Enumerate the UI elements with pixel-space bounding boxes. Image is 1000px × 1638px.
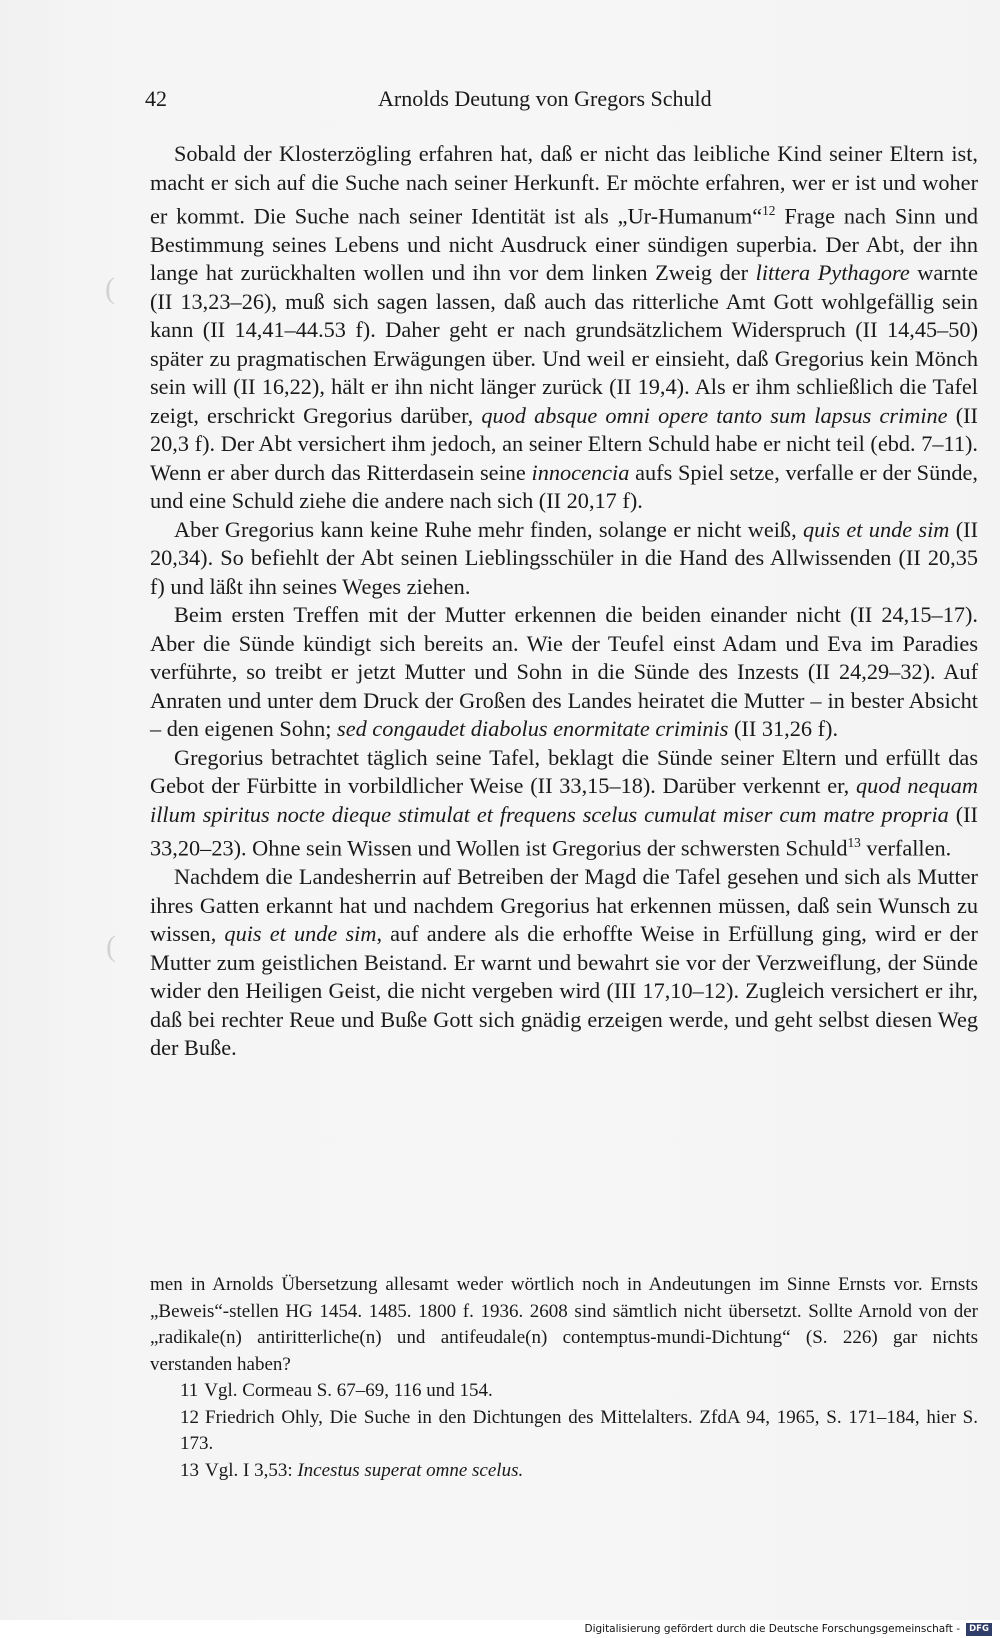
text-run: (II 20,34). So befiehlt der Abt seinen Lieblingsschüler in die Hand des Allwissenden (II 20,35 f) und läßt ihn seines Weges ziehen. [150, 516, 978, 599]
footnote [150, 1405, 978, 1458]
text-run: verfallen. [860, 835, 952, 861]
text-run: (II 33,20–23). Ohne sein Wissen und Wollen ist Gregorius der schwersten Schuld [150, 801, 978, 861]
text-run: Friedrich Ohly, Die Suche in den Dichtungen des Mittelalters. ZfdA 94, 1965, S. 171–184, hier S. 173. [180, 1406, 978, 1454]
text-run: warnte (II 13,23–26), muß sich sagen lassen, daß auch das ritterliche Amt Gott wohlgefällig sein kann (II 14,41–44.53 f). Daher geht er nach grundsätzlichem Widerspruch (II 14,45–50) später zu pragmatischen Erwägungen über. Und weil er einsieht, daß Gregorius kein Mönch sein will (II 16,22), hält er ihn nicht länger zurück (II 19,4). Als er ihm schließlich die Tafel zeigt, erschrickt Gregorius darüber, [150, 260, 978, 428]
text-run: Gregorius betrachtet täglich seine Tafel, beklagt die Sünde seiner Eltern und erfüllt das Gebot der Fürbitte in vorbildlicher Weise (II 33,15–18). Darüber verkennt er, [150, 744, 978, 799]
text-run: Sobald der Klosterzögling erfahren hat, daß er nicht das leibliche Kind seiner Eltern ist, macht er sich auf die Suche nach seiner Herkunft. Er möchte erfahren, wer er ist und woher er kommt. Die Suche nach seiner Identität ist als „Ur-Humanum“ [150, 141, 978, 229]
footnote-number: 11 [180, 1380, 199, 1401]
text-run: Vgl. Cormeau S. 67–69, 116 und 154. [204, 1380, 493, 1401]
bleed-through-mark: ( [106, 930, 116, 963]
footnote-reference: 13 [847, 835, 861, 851]
footnote [150, 1378, 978, 1405]
text-run: , auf andere als die erhoffte Weise in Erfüllung ging, wird er der Mutter zum geistlichen Beistand. Er warnt und bewahrt sie vor der Verzweiflung, der Sünde wider den Heiligen Geist, die nicht vergeben wird (III 17,10–12). Zugleich versichert er ihr, daß bei rechter Reue und Buße Gott sich gnädig erzeigen werde, und geht selbst diesen Weg der Buße. [150, 921, 978, 1061]
latin-quotation: quis et unde sim [224, 921, 377, 947]
latin-quotation: Incestus superat omne scelus. [297, 1459, 524, 1481]
text-run: Vgl. I 3,53: [205, 1459, 298, 1481]
bleed-through-mark: ( [105, 272, 115, 305]
footnote-number: 12 [180, 1406, 199, 1428]
text-run: Aber Gregorius kann keine Ruhe mehr finden, solange er nicht weiß, [174, 516, 803, 542]
latin-quotation: quis et unde sim [802, 516, 950, 542]
digitization-footer [0, 1620, 1000, 1638]
body-paragraph [150, 140, 978, 516]
latin-quotation: quod nequam illum spiritus nocte dieque stimulat et frequens scelus cumulat miser cum matre propria [150, 773, 978, 827]
footnote-number: 13 [180, 1459, 199, 1481]
dfg-logo: DFG [966, 1623, 992, 1636]
text-run: Beim ersten Treffen mit der Mutter erkennen die beiden einander nicht (II 24,15–17). Aber die Sünde kündigt sich bereits an. Wie der Teufel einst Adam und Eva im Paradies verführte, so treibt er jetzt Mutter und Sohn in die Sünde des Inzests (II 24,29–32). Auf Anraten und unter dem Druck der Großen des Landes heiratet die Mutter – in bester Absicht – den eigenen Sohn; [150, 602, 978, 742]
footnote-reference: 12 [762, 203, 776, 218]
running-header [145, 82, 735, 116]
text-run: aufs Spiel setze, verfalle er der Sünde, und eine Schuld ziehe die andere nach sich (II 20,17 f). [150, 459, 979, 514]
text-run: Nachdem die Landesherrin auf Betreiben der Magd die Tafel gesehen und sich als Mutter ihres Gatten erkannt hat und nachdem Gregorius hat erkennen müssen, daß sein Wunsch zu wissen, [150, 864, 978, 947]
body-paragraph [150, 863, 978, 1063]
latin-quotation: sed congaudet diabolus enormitate criminis [337, 716, 729, 742]
footnotes-section [150, 1272, 978, 1484]
latin-quotation: littera Pythagore [755, 260, 910, 286]
footnote-continuation: men in Arnolds Übersetzung allesamt weder wörtlich noch in Andeutungen im Sinne Ernsts vor. Ernsts „Beweis“-stellen HG 1454. 1485. 1800 f. 1936. 2608 sind sämtlich nicht übersetzt. Sollte Arnold von der „radikale(n) antiritterliche(n) und antifeudale(n) contemptus-mundi-Dichtung“ (S. 226) gar nichts verstanden haben? [150, 1274, 978, 1375]
footnote-list [150, 1378, 978, 1484]
latin-quotation: quod absque omni opere tanto sum lapsus crimine [481, 402, 948, 428]
body-paragraph [150, 744, 978, 863]
page-number: 42 [145, 86, 167, 111]
text-run: Frage nach Sinn und Bestimmung seines Lebens und nicht Ausdruck einer sündigen superbia. Der Abt, der ihn lange hat zurückhalten wollen und ihn vor dem linken Zweig der [150, 203, 978, 286]
body-text [150, 140, 978, 1063]
body-paragraph [150, 516, 978, 602]
text-run: (II 20,3 f). Der Abt versichert ihm jedoch, an seiner Eltern Schuld habe er nicht teil (ebd. 7–11). Wenn er aber durch das Ritterdasein seine [150, 402, 978, 485]
body-paragraph [150, 601, 978, 744]
running-title: Arnolds Deutung von Gregors Schuld [378, 86, 712, 111]
footnote [150, 1458, 978, 1485]
text-run: (II 31,26 f). [728, 716, 839, 742]
footer-credit: Digitalisierung gefördert durch die Deutsche Forschungsgemeinschaft - [584, 1623, 960, 1635]
latin-quotation: innocencia [531, 459, 630, 485]
